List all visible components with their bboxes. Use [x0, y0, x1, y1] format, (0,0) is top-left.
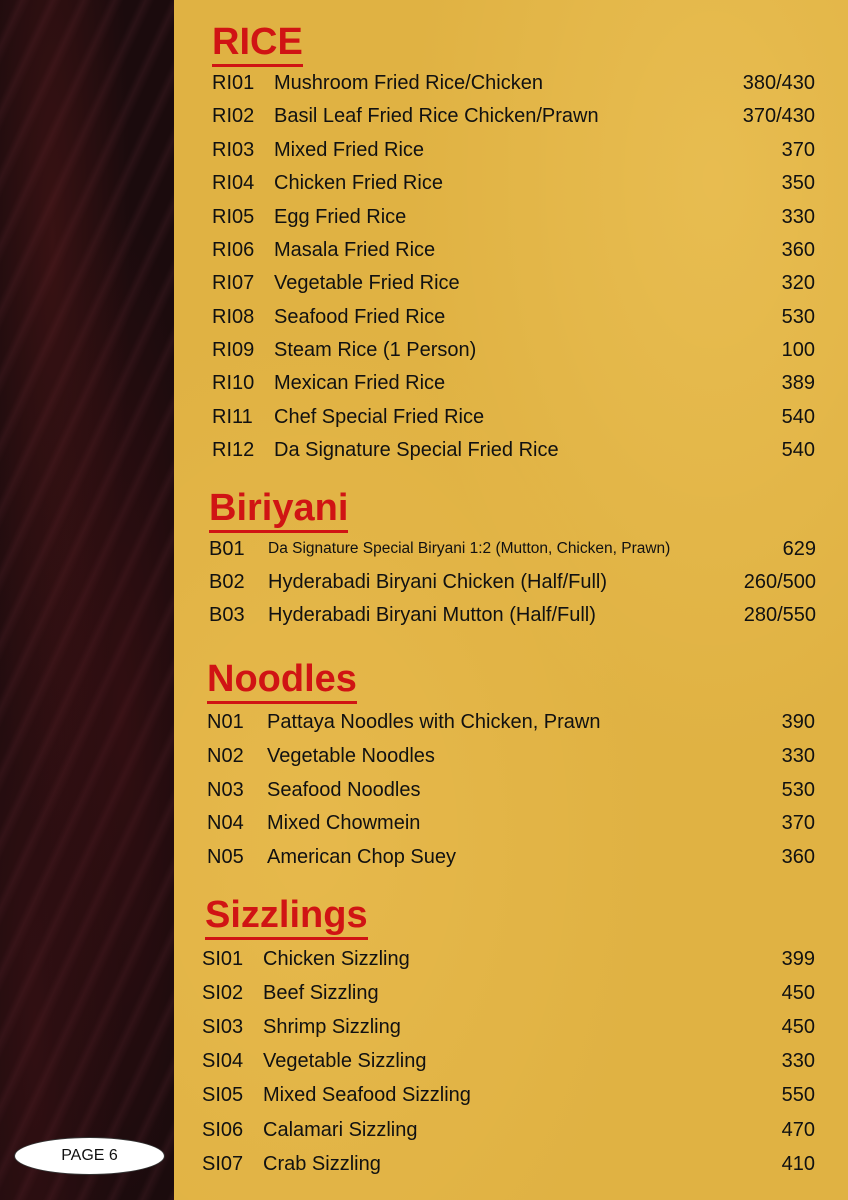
item-price: 399: [781, 948, 815, 970]
item-price: 390: [781, 711, 815, 733]
menu-item: [212, 266, 815, 300]
item-code: N03: [207, 779, 244, 801]
menu-item: [202, 942, 815, 976]
item-code: N04: [207, 812, 244, 834]
item-code: SI07: [202, 1153, 244, 1175]
menu-item: [212, 400, 815, 434]
item-name: Mixed Fried Rice: [274, 139, 425, 161]
item-name: Shrimp Sizzling: [263, 1016, 401, 1038]
menu-item: [212, 200, 815, 234]
menu-item: [212, 166, 815, 200]
item-name: Chicken Sizzling: [263, 948, 410, 970]
item-name: Hyderabadi Biryani Mutton (Half/Full): [268, 604, 596, 626]
item-name: Mexican Fried Rice: [274, 372, 446, 394]
item-code: RI02: [212, 105, 255, 127]
section-title-sizzlings: Sizzlings: [205, 893, 368, 940]
item-price: 360: [781, 846, 815, 868]
item-code: RI12: [212, 439, 255, 461]
item-name: Hyderabadi Biryani Chicken (Half/Full): [268, 571, 608, 593]
item-code: B02: [209, 571, 245, 593]
item-price: 330: [781, 745, 815, 767]
menu-item: [212, 99, 815, 133]
menu-item: [212, 366, 815, 400]
item-name: Seafood Noodles: [267, 779, 421, 801]
item-code: SI03: [202, 1016, 244, 1038]
item-price: 380/430: [742, 72, 815, 94]
item-price: 370: [781, 812, 815, 834]
page-number-badge: PAGE 6: [14, 1137, 165, 1175]
item-code: B01: [209, 538, 245, 560]
item-name: Crab Sizzling: [263, 1153, 381, 1175]
item-code: N01: [207, 711, 244, 733]
menu-item: [202, 1147, 815, 1181]
item-name: Seafood Fried Rice: [274, 306, 446, 328]
item-code: RI06: [212, 239, 255, 261]
item-name: Da Signature Special Biryani 1:2 (Mutton, Chicken, Prawn): [268, 540, 671, 557]
menu-item: [202, 1044, 815, 1078]
menu-item: [202, 976, 815, 1010]
item-name: Mushroom Fried Rice/Chicken: [274, 72, 543, 94]
item-name: Mixed Chowmein: [267, 812, 421, 834]
section-title-noodles: Noodles: [207, 657, 357, 704]
item-price: 330: [781, 206, 815, 228]
menu-item: [207, 705, 815, 739]
item-price: 389: [781, 372, 815, 394]
section-title-rice: RICE: [212, 20, 303, 67]
item-price: 350: [781, 172, 815, 194]
menu-item: [209, 565, 816, 599]
item-name: Beef Sizzling: [263, 982, 379, 1004]
item-name: Vegetable Noodles: [267, 745, 435, 767]
menu-item: [212, 300, 815, 334]
menu-item: [212, 333, 815, 367]
item-name: Vegetable Sizzling: [263, 1050, 427, 1072]
item-name: Masala Fried Rice: [274, 239, 436, 261]
item-code: SI02: [202, 982, 244, 1004]
item-price: 629: [782, 538, 816, 560]
item-code: RI07: [212, 272, 255, 294]
item-price: 280/550: [743, 604, 816, 626]
item-price: 100: [781, 339, 815, 361]
item-price: 530: [781, 779, 815, 801]
menu-item: [202, 1113, 815, 1147]
item-code: SI04: [202, 1050, 244, 1072]
item-price: 260/500: [743, 571, 816, 593]
item-price: 320: [781, 272, 815, 294]
item-code: RI09: [212, 339, 255, 361]
item-code: RI01: [212, 72, 255, 94]
item-name: Calamari Sizzling: [263, 1119, 418, 1141]
item-name: Mixed Seafood Sizzling: [263, 1084, 471, 1106]
item-name: Chef Special Fried Rice: [274, 406, 485, 428]
item-code: RI05: [212, 206, 255, 228]
item-code: B03: [209, 604, 245, 626]
decorative-side-panel: [0, 0, 174, 1200]
item-name: Chicken Fried Rice: [274, 172, 443, 194]
menu-item: [212, 433, 815, 467]
item-price: 370: [781, 139, 815, 161]
item-code: SI06: [202, 1119, 244, 1141]
item-code: RI08: [212, 306, 255, 328]
item-name: Steam Rice (1 Person): [274, 339, 477, 361]
item-price: 450: [781, 1016, 815, 1038]
item-code: RI10: [212, 372, 255, 394]
item-code: SI01: [202, 948, 244, 970]
item-name: Vegetable Fried Rice: [274, 272, 460, 294]
menu-item: [202, 1010, 815, 1044]
item-code: RI11: [212, 406, 253, 428]
item-price: 540: [781, 439, 815, 461]
item-name: Egg Fried Rice: [274, 206, 407, 228]
item-price: 530: [781, 306, 815, 328]
menu-item: [202, 1078, 815, 1112]
menu-item: [207, 773, 815, 807]
item-price: 370/430: [742, 105, 815, 127]
menu-item: [212, 233, 815, 267]
item-code: N05: [207, 846, 244, 868]
section-title-biriyani: Biriyani: [209, 486, 348, 533]
item-code: SI05: [202, 1084, 244, 1106]
item-price: 450: [781, 982, 815, 1004]
menu-item: [209, 598, 816, 632]
item-price: 410: [781, 1153, 815, 1175]
menu-item: [212, 133, 815, 167]
item-price: 540: [781, 406, 815, 428]
item-name: Basil Leaf Fried Rice Chicken/Prawn: [274, 105, 599, 127]
item-price: 550: [781, 1084, 815, 1106]
menu-item: [207, 806, 815, 840]
item-name: Pattaya Noodles with Chicken, Prawn: [267, 711, 601, 733]
item-code: RI03: [212, 139, 255, 161]
menu-item: [207, 739, 815, 773]
item-price: 330: [781, 1050, 815, 1072]
item-code: N02: [207, 745, 244, 767]
item-name: American Chop Suey: [267, 846, 456, 868]
item-name: Da Signature Special Fried Rice: [274, 439, 559, 461]
menu-item: [212, 66, 815, 100]
item-code: RI04: [212, 172, 255, 194]
item-price: 360: [781, 239, 815, 261]
menu-item: [209, 532, 816, 566]
item-price: 470: [781, 1119, 815, 1141]
menu-item: [207, 840, 815, 874]
